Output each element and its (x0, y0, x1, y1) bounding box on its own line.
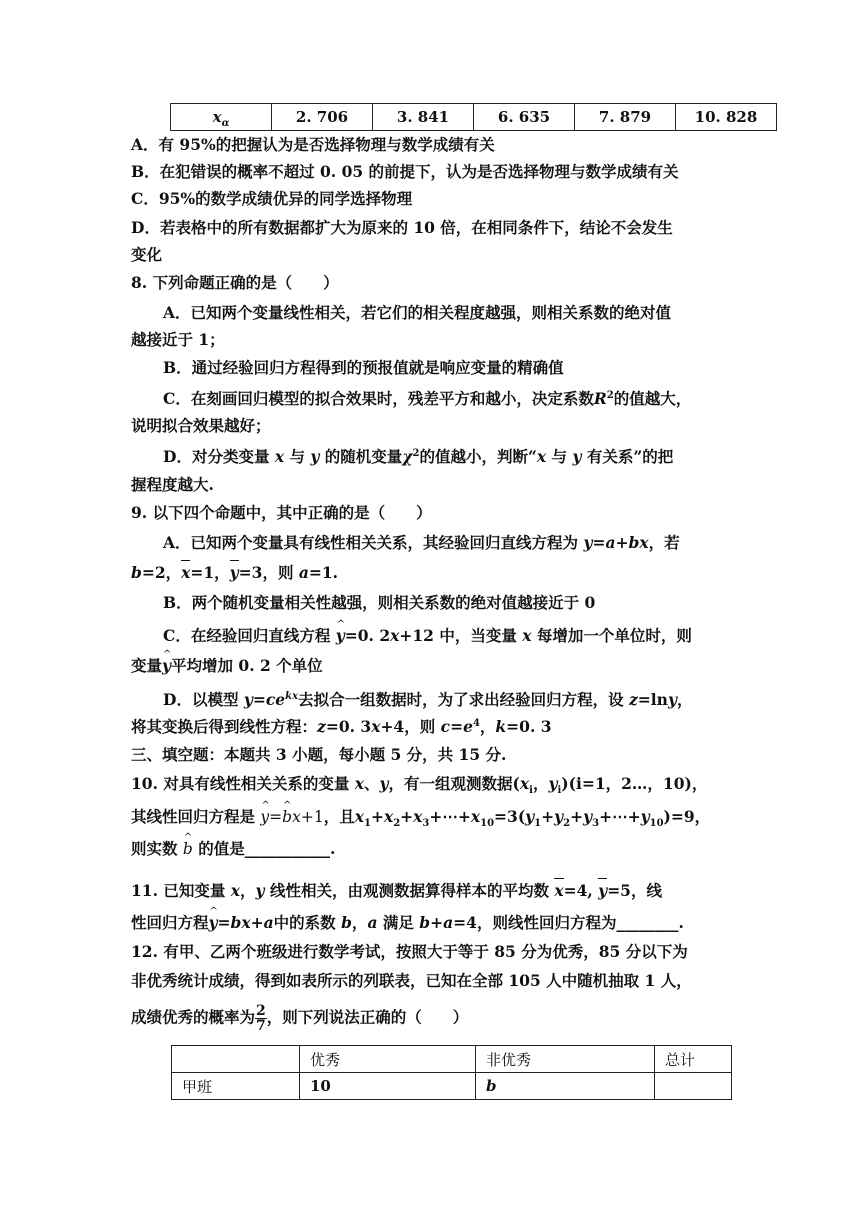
q7-option-b: B．在犯错误的概率不超过 0. 05 的前提下，认为是否选择物理与数学成绩有关 (131, 162, 679, 181)
table-cell: 10. 828 (676, 104, 777, 131)
q10-line-3: 则实数 ^ b 的值是___________. (131, 838, 335, 860)
table-cell (655, 1073, 732, 1100)
table-cell: 3. 841 (373, 104, 474, 131)
table-header-cell (172, 1046, 300, 1073)
q8-option-d-cont: 握程度越大. (131, 475, 214, 494)
q8-option-c: C．在刻画回归模型的拟合效果时，残差平方和越小，决定系数$R^2$的值越大， (163, 389, 692, 408)
q7-option-c: C．95%的数学成绩优异的同学选择物理 (131, 189, 413, 208)
q11-line-1: 11. 已知变量 x，y 线性相关，由观测数据算得样本的平均数 x=4, y=5，线 (131, 881, 662, 900)
table-cell: 10 (300, 1073, 476, 1100)
q9-option-a: A．已知两个变量具有线性相关关系，其经验回归直线方程为 y=a+bx，若 (163, 533, 680, 552)
table-header-cell: 优秀 (300, 1046, 476, 1073)
table-header-cell: 总计 (655, 1046, 732, 1073)
q9-option-a-cont: b=2，x=1，y=3，则 a=1. (131, 563, 339, 582)
q8-option-c-cont: 说明拟合效果越好； (131, 416, 271, 435)
q8-option-d: D．对分类变量 x 与 y 的随机变量$\chi^2$的值越小，判断“x 与 y 有关系”的把 (163, 447, 674, 466)
table-header-row (172, 1046, 732, 1073)
q9-stem: 9. 以下四个命题中，其中正确的是（ ） (131, 503, 432, 522)
q8-stem: 8. 下列命题正确的是（ ） (131, 273, 339, 292)
q9-option-b: B．两个随机变量相关性越强，则相关系数的绝对值越接近于 0 (163, 593, 596, 612)
q10-line-1: 10. 对具有线性相关关系的变量 x、y，有一组观测数据($x_i$，$y_i)(i=1$，2…，10)， (131, 774, 708, 797)
q12-line-1: 12. 有甲、乙两个班级进行数学考试，按照大于等于 85 分为优秀，85 分以下为 (131, 942, 688, 961)
q9-option-c: C．在经验回归直线方程 ^ y=0. 2x+12 中，当变量 x 每增加一个单位时，则 (163, 625, 692, 647)
table-cell: 7. 879 (575, 104, 676, 131)
table-cell: 甲班 (172, 1073, 300, 1100)
q9-option-c-cont: 变量^ y平均增加 0. 2 个单位 (131, 655, 323, 677)
contingency-table (171, 1045, 732, 1100)
table-cell: 6. 635 (474, 104, 575, 131)
table-cell: $x_\alpha$ (171, 104, 272, 131)
critical-value-table (170, 103, 777, 131)
probability-fraction: $\frac{2}{7}$ (256, 1003, 266, 1034)
table-cell: b (476, 1073, 655, 1100)
table-header-cell: 非优秀 (476, 1046, 655, 1073)
q10-line-2: 其线性回归方程是 ^ y=^ bx+1，且$x_1+x_2+x_3+\cdots+x_{10}=3(y_1+y_2+y_3+\cdots+y_{10})=9$， (131, 806, 710, 828)
q9-option-d-cont: 将其变换后得到线性方程：z=0. 3x+4，则 $c=e^4$，k=0. 3 (131, 717, 552, 736)
q12-line-3: 成绩优秀的概率为 $\frac{2}{7}$ ，则下列说法正确的（ ） (131, 1003, 469, 1034)
q8-option-a: A．已知两个变量线性相关，若它们的相关程度越强，则相关系数的绝对值 (163, 303, 672, 322)
q9-option-d: D．以模型 $y=ce^{kx}$去拟合一组数据时，为了求出经验回归方程，设 z=lny， (163, 690, 693, 709)
q8-option-a-cont: 越接近于 1； (131, 330, 225, 349)
q7-option-a: A．有 95%的把握认为是否选择物理与数学成绩有关 (131, 135, 495, 154)
q7-option-d: D．若表格中的所有数据都扩大为原来的 10 倍，在相同条件下，结论不会发生 (131, 218, 673, 237)
section-heading: 三、填空题：本题共 3 小题，每小题 5 分，共 15 分. (131, 745, 507, 764)
table-cell: 2. 706 (272, 104, 373, 131)
table-row (172, 1073, 732, 1100)
q12-line-2: 非优秀统计成绩，得到如表所示的列联表，已知在全部 105 人中随机抽取 1 人， (131, 971, 692, 990)
q7-option-d-cont: 变化 (131, 245, 163, 264)
q11-line-2: 性回归方程^ y=bx+a中的系数 b，a 满足 b+a=4，则线性回归方程为________. (131, 912, 684, 934)
q8-option-b: B．通过经验回归方程得到的预报值就是响应变量的精确值 (163, 358, 564, 377)
table-row (171, 104, 777, 131)
